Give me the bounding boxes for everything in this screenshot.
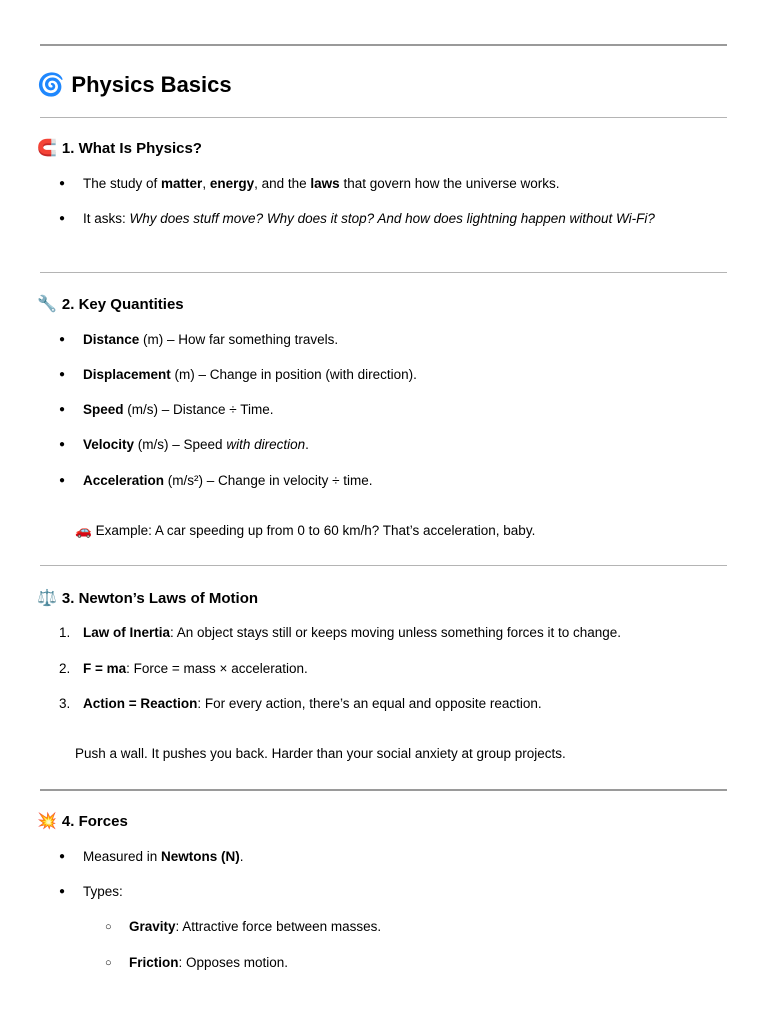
example-paragraph <box>75 523 535 539</box>
section-heading-text: 3. Newton’s Laws of Motion <box>61 590 259 607</box>
bold-term: Speed <box>83 402 124 417</box>
bullet-marker: ● <box>59 404 66 415</box>
horizontal-rule <box>40 272 727 273</box>
bold-term: matter <box>161 176 203 191</box>
bold-term: Gravity <box>129 919 176 934</box>
note-paragraph: Push a wall. It pushes you back. Harder than your social anxiety at group projects. <box>75 746 566 761</box>
list-item <box>83 367 417 383</box>
italic-question: Why does stuff move? Why does it stop? And how does lightning happen without Wi-Fi? <box>129 211 655 226</box>
section-heading-what-is-physics <box>37 140 202 157</box>
list-item <box>83 437 309 453</box>
wrench-icon: 🔧 <box>37 295 57 313</box>
text: : Attractive force between masses. <box>175 919 382 934</box>
bullet-marker: ● <box>59 334 66 345</box>
horizontal-rule <box>40 789 727 791</box>
bullet-marker: ● <box>59 369 66 380</box>
bold-term: Law of Inertia <box>83 625 171 640</box>
bullet-marker: ● <box>59 851 66 862</box>
bullet-marker: ● <box>59 475 66 486</box>
text: (m) – How far something travels. <box>139 332 339 347</box>
bold-term: F = ma <box>83 661 127 676</box>
bullet-marker: ● <box>59 439 66 450</box>
list-item <box>83 332 338 348</box>
sub-list-item <box>129 955 288 971</box>
text: Measured in <box>83 849 162 864</box>
list-item <box>83 661 308 677</box>
bold-term: Newtons (N) <box>161 849 240 864</box>
bold-term: Action = Reaction <box>83 696 198 711</box>
text: (m/s) – Speed <box>134 437 227 452</box>
bold-term: Distance <box>83 332 140 347</box>
text: (m/s) – Distance ÷ Time. <box>123 402 274 417</box>
list-item <box>83 402 273 418</box>
list-item <box>83 849 244 865</box>
sub-bullet-marker: ○ <box>105 957 112 969</box>
balance-scale-icon: ⚖️ <box>37 589 57 607</box>
bold-term: Acceleration <box>83 473 165 488</box>
text: It asks: <box>83 211 130 226</box>
bold-term: Displacement <box>83 367 171 382</box>
list-item: Types: <box>83 884 123 899</box>
list-item <box>83 696 542 712</box>
text: (m) – Change in position (with direction). <box>170 367 417 382</box>
section-heading-text: 2. Key Quantities <box>61 296 184 313</box>
page-title-text: Physics Basics <box>71 72 232 97</box>
sub-bullet-marker: ○ <box>105 921 112 933</box>
bold-term: Velocity <box>83 437 135 452</box>
bold-term: Friction <box>129 955 179 970</box>
text: : For every action, there’s an equal and opposite reaction. <box>197 696 542 711</box>
bullet-marker: ● <box>59 213 66 224</box>
sub-list-item <box>129 919 381 935</box>
list-item <box>83 176 560 192</box>
text: , <box>202 176 210 191</box>
text: : An object stays still or keeps moving unless something forces it to change. <box>170 625 621 640</box>
page-title <box>37 72 232 98</box>
text: . <box>305 437 309 452</box>
text: : Opposes motion. <box>178 955 289 970</box>
section-heading-text: 1. What Is Physics? <box>61 140 202 157</box>
bullet-marker: ● <box>59 178 66 189</box>
cyclone-icon: 🌀 <box>37 72 65 97</box>
horizontal-rule <box>40 117 727 118</box>
list-item <box>83 211 655 227</box>
text: : Force = mass × acceleration. <box>126 661 308 676</box>
text: . <box>239 849 244 864</box>
section-heading-newtons-laws <box>37 590 258 607</box>
bullet-marker: ● <box>59 886 66 897</box>
list-number: 3. <box>59 696 71 711</box>
magnet-icon: 🧲 <box>37 139 57 157</box>
section-heading-key-quantities <box>37 296 184 313</box>
text: , and the <box>254 176 311 191</box>
italic-text: with direction <box>226 437 306 452</box>
list-item <box>83 473 373 489</box>
car-icon: 🚗 <box>75 523 92 538</box>
text: (m/s²) – Change in velocity ÷ time. <box>164 473 373 488</box>
section-heading-text: 4. Forces <box>61 813 128 830</box>
horizontal-rule <box>40 44 727 46</box>
list-number: 2. <box>59 661 71 676</box>
section-heading-forces <box>37 813 128 830</box>
bold-term: laws <box>310 176 340 191</box>
horizontal-rule <box>40 565 727 566</box>
list-item <box>83 625 621 641</box>
collision-icon: 💥 <box>37 812 57 830</box>
example-text: Example: A car speeding up from 0 to 60 km/h? That’s acceleration, baby. <box>91 523 536 538</box>
text: The study of <box>83 176 162 191</box>
bold-term: energy <box>209 176 255 191</box>
list-number: 1. <box>59 625 71 640</box>
text: that govern how the universe works. <box>339 176 560 191</box>
